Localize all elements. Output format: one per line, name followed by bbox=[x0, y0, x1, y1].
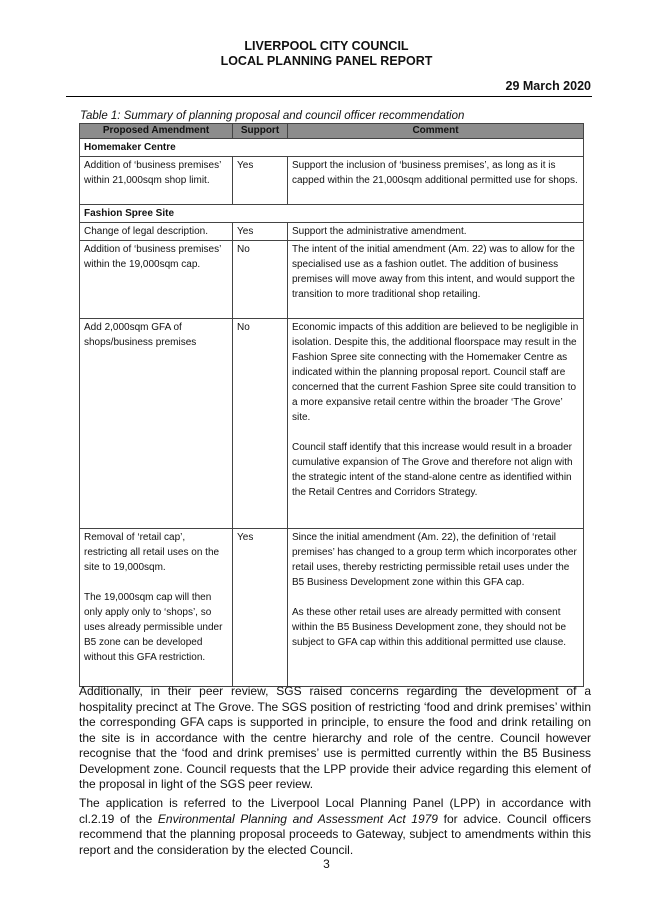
act-title: Environmental Planning and Assessment Act 1979 bbox=[157, 811, 438, 826]
amendment-cell: Change of legal description. bbox=[80, 223, 233, 241]
body-paragraph bbox=[79, 796, 591, 858]
table-row bbox=[80, 157, 584, 205]
comment-cell: Support the administrative amendment. bbox=[288, 223, 584, 241]
header-divider bbox=[66, 96, 592, 97]
support-cell: Yes bbox=[233, 157, 288, 205]
section-title: Fashion Spree Site bbox=[80, 205, 584, 223]
amendment-cell: Addition of ‘business premises’ within 21,000sqm shop limit. bbox=[80, 157, 233, 205]
support-cell: No bbox=[233, 241, 288, 319]
page-number: 3 bbox=[323, 857, 330, 871]
comment-cell: Support the inclusion of ‘business premises’, as long as it is capped within the 21,000sqm additional permitted use for shops. bbox=[288, 157, 584, 205]
table-row bbox=[80, 223, 584, 241]
column-header-amendment: Proposed Amendment bbox=[80, 124, 233, 139]
comment-cell: Since the initial amendment (Am. 22), the definition of ‘retail premises’ has changed to a group term which incorporates other retail uses, thereby restricting permissible retail uses under the B5 Business Development zone within this GFA cap. As these other retail uses are already permitted with consent within the B5 Business Development zone, they should not be subject to GFA cap within this additional permitted use clause. bbox=[288, 529, 584, 687]
comment-cell: Economic impacts of this addition are believed to be negligible in isolation. Despite this, the additional floorspace may result in the Fashion Spree site connecting with the Homemaker Centre as indicated within the planning proposal report. Council staff are concerned that the current Fashion Spree site could transition to a more expansive retail centre within the broader ‘The Grove’ site. Council staff identify that this increase would result in a broader cumulative expansion of The Grove and therefore not align with the strategic intent of the stand-alone centre as identified within the Retail Centres and Corridors Strategy. bbox=[288, 319, 584, 529]
amendment-cell: Removal of ‘retail cap’, restricting all retail uses on the site to 19,000sqm. The 19,000sqm cap will then only apply only to ‘shops’, so uses already permissible under B5 zone can be developed without this GFA restriction. bbox=[80, 529, 233, 687]
council-name: LIVERPOOL CITY COUNCIL bbox=[244, 39, 409, 53]
section-title: Homemaker Centre bbox=[80, 139, 584, 157]
column-header-comment: Comment bbox=[288, 124, 584, 139]
support-cell: Yes bbox=[233, 223, 288, 241]
amendment-cell: Add 2,000sqm GFA of shops/business premises bbox=[80, 319, 233, 529]
table-row bbox=[80, 529, 584, 687]
column-header-support: Support bbox=[233, 124, 288, 139]
table-row bbox=[80, 241, 584, 319]
body-paragraph: Additionally, in their peer review, SGS raised concerns regarding the development of a hospitality precinct at The Grove. The SGS position of restricting ‘food and drink premises’ within the corresponding GFA caps is supported in principle, to ensure the food and drink retailing on the site is in accordance with the centre hierarchy and role of the centre. Council however recognise that the ‘food and drink premises’ use is permitted currently within the B5 Business Development zone. Council requests that the LPP provide their advice regarding this element of the proposal in light of the SGS peer review. bbox=[79, 684, 591, 791]
table-row bbox=[80, 319, 584, 529]
comment-cell: The intent of the initial amendment (Am. 22) was to allow for the specialised use as a fashion outlet. The addition of business premises will move away from this intent, and would support the transition to more traditional shop retailing. bbox=[288, 241, 584, 319]
support-cell: No bbox=[233, 319, 288, 529]
amendment-cell: Addition of ‘business premises’ within the 19,000sqm cap. bbox=[80, 241, 233, 319]
paragraph-text: The application is referred to the Liverpool Local Planning Panel (LPP) in accordance with cl.2.19 of the bbox=[79, 796, 591, 826]
report-date: 29 March 2020 bbox=[505, 79, 591, 93]
table-caption: Table 1: Summary of planning proposal and council officer recommendation bbox=[80, 110, 465, 122]
table-header-row bbox=[80, 124, 584, 139]
paragraph-text: for advice. Council officers recommend that the planning proposal proceeds to Gateway, subject to amendments within this report and the consideration by the elected Council. bbox=[79, 811, 591, 857]
section-row-fashion-spree bbox=[80, 205, 584, 223]
report-title: LOCAL PLANNING PANEL REPORT bbox=[220, 54, 433, 68]
amendment-summary-table bbox=[79, 123, 584, 687]
section-row-homemaker bbox=[80, 139, 584, 157]
support-cell: Yes bbox=[233, 529, 288, 687]
